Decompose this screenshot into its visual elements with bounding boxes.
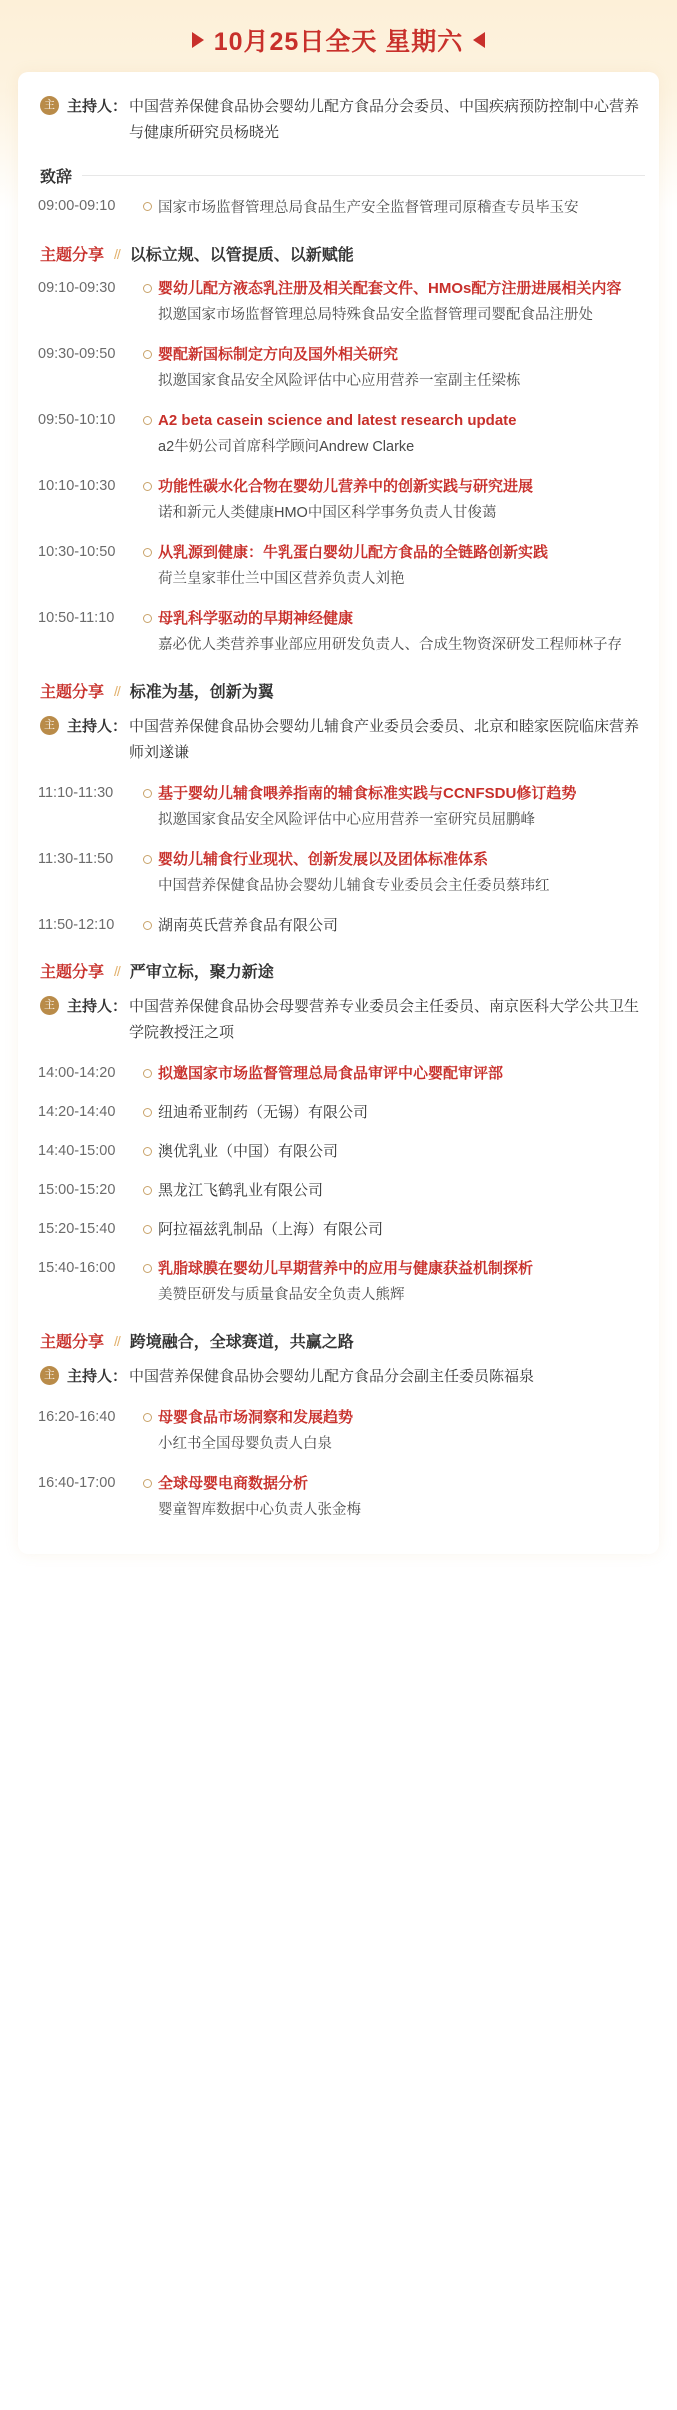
timeline-dot-icon xyxy=(143,1413,152,1422)
timeline-dot-wrap xyxy=(136,408,158,425)
section-heading-title: 严审立标，聚力新途 xyxy=(129,964,274,981)
agenda-item-time: 10:10-10:30 xyxy=(38,478,116,494)
timeline-dot-icon xyxy=(143,921,152,930)
agenda-item-body xyxy=(158,1139,645,1164)
agenda-item-topic: 全球母婴电商数据分析 xyxy=(158,1475,309,1492)
agenda-item-topic: 母婴食品市场洞察和发展趋势 xyxy=(158,1409,354,1426)
agenda-item xyxy=(32,774,645,840)
section-subheading-label: 致辞 xyxy=(40,169,73,186)
timeline-dot-icon xyxy=(143,350,152,359)
timeline-dot-wrap xyxy=(136,194,158,211)
agenda-item-time: 10:30-10:50 xyxy=(38,544,116,560)
slash-separator-icon: // xyxy=(114,682,120,699)
agenda-item-topic: 阿拉福兹乳制品（上海）有限公司 xyxy=(158,1221,384,1238)
agenda-item xyxy=(32,1171,645,1210)
agenda-item-speaker: 婴童智库数据中心负责人张金梅 xyxy=(158,1502,361,1518)
host-badge-icon: 主 xyxy=(40,1366,59,1385)
timeline-dot-icon xyxy=(143,1108,152,1117)
timeline-dot-wrap xyxy=(136,1217,158,1234)
host-name-text: 中国营养保健食品协会母婴营养专业委员会主任委员、南京医科大学公共卫生学院教授汪之项 xyxy=(129,998,640,1041)
section-heading-title: 跨境融合，全球赛道，共赢之路 xyxy=(129,1334,354,1351)
agenda-item-time: 15:20-15:40 xyxy=(38,1221,116,1237)
host-row xyxy=(32,706,645,774)
agenda-item-topic: 婴配新国标制定方向及国外相关研究 xyxy=(158,346,399,363)
timeline-dot-wrap xyxy=(136,1256,158,1273)
agenda-item-body xyxy=(158,1178,645,1203)
section-heading xyxy=(32,1329,645,1352)
agenda-item-speaker: 拟邀国家食品安全风险评估中心应用营养一室研究员屈鹏峰 xyxy=(158,812,535,828)
agenda-item-topic: 湖南英氏营养食品有限公司 xyxy=(158,917,339,934)
timeline-dot-wrap xyxy=(136,540,158,557)
timeline-dot-wrap xyxy=(136,276,158,293)
agenda-item xyxy=(32,1210,645,1249)
agenda-item-time: 09:00-09:10 xyxy=(38,198,116,214)
agenda-item xyxy=(32,1093,645,1132)
agenda-item-time: 09:10-09:30 xyxy=(38,280,116,296)
host-label: 主持人： xyxy=(67,718,128,735)
triangle-right-icon xyxy=(192,32,204,48)
section-heading-title: 标准为基，创新为翼 xyxy=(129,684,274,701)
timeline-dot-wrap xyxy=(136,342,158,359)
divider xyxy=(82,175,645,176)
agenda-item-body xyxy=(158,474,645,526)
host-label: 主持人： xyxy=(67,1368,128,1385)
agenda-item-time: 16:20-16:40 xyxy=(38,1409,116,1425)
host-name-text: 中国营养保健食品协会婴幼儿辅食产业委员会委员、北京和睦家医院临床营养师刘遂谦 xyxy=(129,718,640,761)
timeline-dot-icon xyxy=(143,1147,152,1156)
agenda-item xyxy=(32,269,645,335)
agenda-item xyxy=(32,401,645,467)
agenda-item-speaker: a2牛奶公司首席科学顾问Andrew Clarke xyxy=(158,439,415,455)
page-title: 10月25日全天 星期六 xyxy=(213,28,464,56)
agenda-item-topic: 乳脂球膜在婴幼儿早期营养中的应用与健康获益机制探析 xyxy=(158,1260,534,1277)
agenda-item-time: 14:40-15:00 xyxy=(38,1143,116,1159)
agenda-item-body xyxy=(158,1405,645,1457)
agenda-item xyxy=(32,906,645,945)
timeline-dot-icon xyxy=(143,284,152,293)
triangle-left-icon xyxy=(473,32,485,48)
timeline-dot-icon xyxy=(143,855,152,864)
agenda-item-speaker: 国家市场监督管理总局食品生产安全监督管理司原稽查专员毕玉安 xyxy=(158,200,579,216)
agenda-item xyxy=(32,467,645,533)
agenda-card xyxy=(18,72,659,1554)
section-heading xyxy=(32,959,645,982)
agenda-item-time: 11:50-12:10 xyxy=(38,917,115,933)
section-subheading xyxy=(32,164,645,187)
timeline-dot-wrap xyxy=(136,1139,158,1156)
agenda-item-topic: 纽迪希亚制药（无锡）有限公司 xyxy=(158,1104,369,1121)
timeline-dot-wrap xyxy=(136,1405,158,1422)
day-header xyxy=(0,0,677,72)
agenda-item xyxy=(32,840,645,906)
timeline-dot-wrap xyxy=(136,1178,158,1195)
host-badge-icon: 主 xyxy=(40,996,59,1015)
agenda-item-topic: 黑龙江飞鹤乳业有限公司 xyxy=(158,1182,324,1199)
agenda-item-time: 11:10-11:30 xyxy=(38,785,114,801)
agenda-item-body xyxy=(158,1217,645,1242)
agenda-item-speaker: 嘉必优人类营养事业部应用研发负责人、合成生物资深研发工程师林子存 xyxy=(158,637,622,653)
agenda-item-topic: 澳优乳业（中国）有限公司 xyxy=(158,1143,339,1160)
agenda-item xyxy=(32,1464,645,1530)
agenda-item-body xyxy=(158,408,645,460)
host-row xyxy=(32,86,645,154)
agenda-item-speaker: 中国营养保健食品协会婴幼儿辅食专业委员会主任委员蔡玮红 xyxy=(158,878,550,894)
agenda-item-time: 16:40-17:00 xyxy=(38,1475,116,1491)
timeline-dot-wrap xyxy=(136,1061,158,1078)
agenda-item xyxy=(32,599,645,665)
agenda-item-time: 14:00-14:20 xyxy=(38,1065,116,1081)
slash-separator-icon: // xyxy=(114,962,120,979)
agenda-item-body xyxy=(158,1100,645,1125)
agenda-item xyxy=(32,1054,645,1093)
section-heading-kind: 主题分享 xyxy=(40,684,105,701)
agenda-item-body xyxy=(158,847,645,899)
timeline-dot-icon xyxy=(143,548,152,557)
agenda-item-topic: 婴幼儿辅食行业现状、创新发展以及团体标准体系 xyxy=(158,851,489,868)
timeline-dot-wrap xyxy=(136,847,158,864)
agenda-item-topic: 拟邀国家市场监督管理总局食品审评中心婴配审评部 xyxy=(158,1065,504,1082)
section-heading-kind: 主题分享 xyxy=(40,247,105,264)
agenda-item xyxy=(32,187,645,228)
slash-separator-icon: // xyxy=(114,245,120,262)
agenda-item-body xyxy=(158,1061,645,1086)
agenda-item-speaker: 拟邀国家食品安全风险评估中心应用营养一室副主任梁栋 xyxy=(158,373,521,389)
host-badge-icon: 主 xyxy=(40,716,59,735)
agenda-item-time: 10:50-11:10 xyxy=(38,610,115,626)
agenda-item xyxy=(32,1132,645,1171)
host-badge-icon: 主 xyxy=(40,96,59,115)
agenda-item-body xyxy=(158,781,645,833)
slash-separator-icon: // xyxy=(114,1332,120,1349)
agenda-item-topic: A2 beta casein science and latest research update xyxy=(158,412,517,429)
agenda-item-body xyxy=(158,1471,645,1523)
agenda-item-body xyxy=(158,606,645,658)
agenda-item-topic: 功能性碳水化合物在婴幼儿营养中的创新实践与研究进展 xyxy=(158,478,534,495)
agenda-item-body xyxy=(158,913,645,938)
agenda-item xyxy=(32,335,645,401)
timeline-dot-icon xyxy=(143,1479,152,1488)
agenda-item-speaker: 美赞臣研发与质量食品安全负责人熊辉 xyxy=(158,1287,405,1303)
agenda-item-speaker: 小红书全国母婴负责人白泉 xyxy=(158,1436,332,1452)
agenda-item-topic: 母乳科学驱动的早期神经健康 xyxy=(158,610,354,627)
timeline-dot-icon xyxy=(143,416,152,425)
host-row xyxy=(32,986,645,1054)
host-name-text: 中国营养保健食品协会婴幼儿配方食品分会副主任委员陈福泉 xyxy=(129,1368,535,1385)
agenda-item-speaker: 荷兰皇家菲仕兰中国区营养负责人刘艳 xyxy=(158,571,405,587)
host-name-text: 中国营养保健食品协会婴幼儿配方食品分会委员、中国疾病预防控制中心营养与健康所研究员杨晓光 xyxy=(129,98,640,141)
agenda-item-topic: 婴幼儿配方液态乳注册及相关配套文件、HMOs配方注册进展相关内容 xyxy=(158,280,622,297)
agenda-item-body xyxy=(158,194,645,221)
timeline-dot-icon xyxy=(143,202,152,211)
agenda-item-time: 14:20-14:40 xyxy=(38,1104,116,1120)
section-heading-title: 以标立规、以管提质、以新赋能 xyxy=(129,247,354,264)
timeline-dot-icon xyxy=(143,614,152,623)
section-heading-kind: 主题分享 xyxy=(40,964,105,981)
timeline-dot-wrap xyxy=(136,474,158,491)
timeline-dot-icon xyxy=(143,482,152,491)
section-heading xyxy=(32,242,645,265)
agenda-item-speaker: 拟邀国家市场监督管理总局特殊食品安全监督管理司婴配食品注册处 xyxy=(158,307,593,323)
host-row xyxy=(32,1356,645,1398)
timeline-dot-wrap xyxy=(136,781,158,798)
agenda-item-time: 15:40-16:00 xyxy=(38,1260,116,1276)
agenda-item-topic: 基于婴幼儿辅食喂养指南的辅食标准实践与CCNFSDU修订趋势 xyxy=(158,785,577,802)
agenda-item xyxy=(32,1249,645,1315)
agenda-item-speaker: 诺和新元人类健康HMO中国区科学事务负责人甘俊蔼 xyxy=(158,505,497,521)
agenda-item-time: 11:30-11:50 xyxy=(38,851,114,867)
agenda-item-topic: 从乳源到健康：牛乳蛋白婴幼儿配方食品的全链路创新实践 xyxy=(158,544,549,561)
agenda-item-time: 09:50-10:10 xyxy=(38,412,116,428)
section-heading xyxy=(32,679,645,702)
timeline-dot-icon xyxy=(143,1264,152,1273)
agenda-item-body xyxy=(158,276,645,328)
timeline-dot-icon xyxy=(143,1225,152,1234)
host-label: 主持人： xyxy=(67,98,128,115)
agenda-list xyxy=(32,86,645,1530)
section-heading-kind: 主题分享 xyxy=(40,1334,105,1351)
timeline-dot-icon xyxy=(143,789,152,798)
agenda-item xyxy=(32,1398,645,1464)
host-label: 主持人： xyxy=(67,998,128,1015)
timeline-dot-wrap xyxy=(136,606,158,623)
timeline-dot-wrap xyxy=(136,1471,158,1488)
agenda-item-body xyxy=(158,1256,645,1308)
timeline-dot-icon xyxy=(143,1186,152,1195)
timeline-dot-wrap xyxy=(136,1100,158,1117)
agenda-item-time: 09:30-09:50 xyxy=(38,346,116,362)
timeline-dot-wrap xyxy=(136,913,158,930)
timeline-dot-icon xyxy=(143,1069,152,1078)
agenda-item-body xyxy=(158,540,645,592)
agenda-item-body xyxy=(158,342,645,394)
agenda-item xyxy=(32,533,645,599)
agenda-item-time: 15:00-15:20 xyxy=(38,1182,116,1198)
